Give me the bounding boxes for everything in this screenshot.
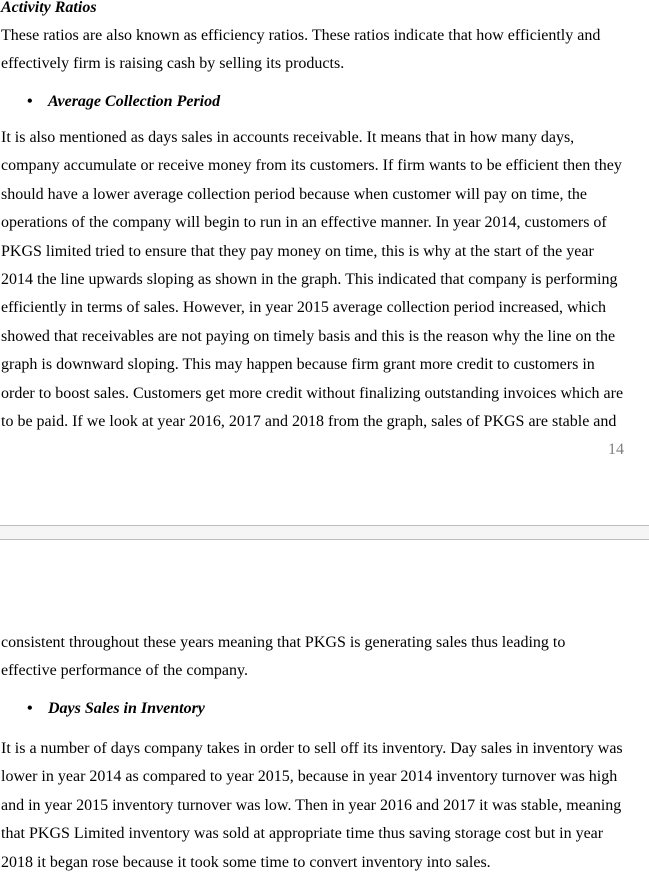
text-line: consistent throughout these years meaning that PKGS is generating sales thus leading to — [1, 634, 566, 651]
text-line: graph is downward sloping. This may happen because firm grant more credit to customers in — [1, 356, 595, 374]
text-line: should have a lower average collection period because when customer will pay on time, the — [1, 185, 588, 203]
paragraph-days-sales-in-inventory — [0, 735, 649, 877]
text-line: These ratios are also known as efficiency ratios. These ratios indicate that how efficiently and — [1, 27, 601, 44]
paragraph-continuation — [0, 629, 649, 686]
text-line: effective performance of the company. — [1, 662, 248, 680]
bullet-icon: • — [27, 700, 33, 717]
text-line: efficiently in terms of sales. However, in year 2015 average collection period increased, which — [1, 299, 607, 317]
text-line: It is a number of days company takes in order to sell off its inventory. Day sales in inventory was — [1, 740, 623, 757]
text-line: to be paid. If we look at year 2016, 2017 and 2018 from the graph, sales of PKGS are stable and — [1, 413, 617, 431]
bullet-icon: • — [27, 93, 33, 110]
text-line: 2014 the line upwards sloping as shown in the graph. This indicated that company is performing — [1, 271, 618, 289]
bullet-heading-label: Days Sales in Inventory — [48, 700, 205, 717]
bullet-item-average-collection-period — [0, 88, 649, 116]
paragraph-intro — [0, 22, 649, 79]
paragraph-average-collection-period — [0, 124, 649, 436]
text-line: company accumulate or receive money from its customers. If firm wants to be efficient then they — [1, 157, 622, 175]
text-line: showed that receivables are not paying on timely basis and this is the reason why the line on the — [1, 327, 616, 345]
bullet-item-days-sales-in-inventory — [0, 695, 649, 723]
text-line: and in year 2015 inventory turnover was low. Then in year 2016 and 2017 it was stable, meaning — [1, 796, 622, 814]
text-line: that PKGS Limited inventory was sold at appropriate time thus saving storage cost but in year — [1, 825, 604, 843]
text-line: 2018 it began rose because it took some time to convert inventory into sales. — [1, 853, 491, 871]
bullet-heading-label: Average Collection Period — [48, 93, 221, 110]
text-line: order to boost sales. Customers get more credit without finalizing outstanding invoices which are — [1, 384, 624, 402]
page-number: 14 — [608, 441, 624, 458]
text-line: PKGS limited tried to ensure that they pay money on time, this is why at the start of the year — [1, 242, 594, 260]
text-line: lower in year 2014 as compared to year 2015, because in year 2014 inventory turnover was high — [1, 768, 618, 786]
page-separator — [0, 525, 649, 540]
text-line: It is also mentioned as days sales in accounts receivable. It means that in how many days, — [1, 129, 575, 146]
document-page-2[interactable] — [0, 540, 649, 871]
text-line: effectively firm is raising cash by selling its products. — [1, 55, 345, 73]
section-heading-activity-ratios: Activity Ratios — [1, 0, 97, 16]
text-line: operations of the company will begin to run in an effective manner. In year 2014, customers of — [1, 214, 607, 232]
